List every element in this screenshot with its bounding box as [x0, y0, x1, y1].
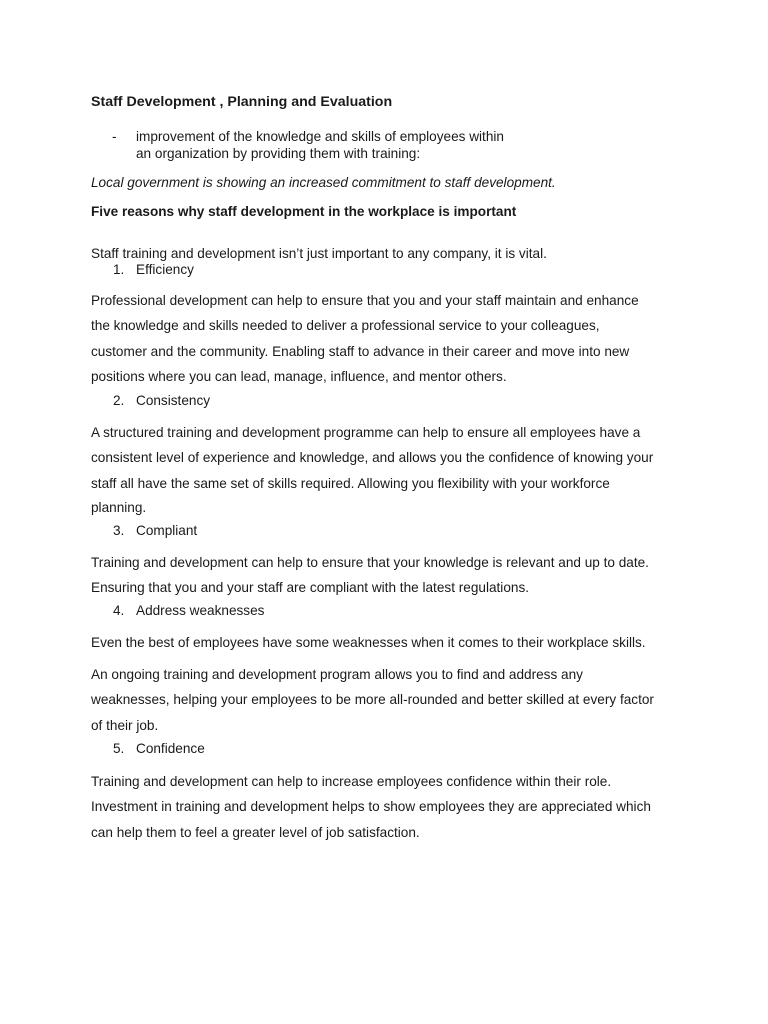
subheading: Five reasons why staff development in the workplace is important: [91, 204, 517, 219]
paragraph-line: Ensuring that you and your staff are compliant with the latest regulations.: [91, 580, 530, 596]
paragraph-line: positions where you can lead, manage, influence, and mentor others.: [91, 368, 507, 384]
reason-1-label: Efficiency: [136, 262, 194, 277]
paragraph-line: consistent level of experience and knowledge, and allows you the confidence of knowing your: [91, 450, 654, 466]
paragraph-line: staff all have the same set of skills required. Allowing you flexibility with your workforce: [91, 475, 610, 491]
paragraph-line: Investment in training and development helps to show employees they are appreciated which: [91, 799, 651, 815]
bullet-marker: -: [112, 129, 117, 144]
paragraph-line: An ongoing training and development program allows you to find and address any: [91, 667, 583, 682]
reason-5-number: 5.: [113, 741, 125, 756]
paragraph-line: customer and the community. Enabling staff to advance in their career and move into new: [91, 343, 630, 359]
paragraph-line: Training and development can help to ensure that your knowledge is relevant and up to date.: [91, 555, 649, 570]
reason-1-number: 1.: [113, 262, 125, 277]
reason-3-paragraph: [91, 550, 649, 601]
italic-note: Local government is showing an increased commitment to staff development.: [91, 175, 556, 190]
paragraph-line: can help them to feel a greater level of job satisfaction.: [91, 824, 420, 840]
bullet-line-2: an organization by providing them with training:: [136, 146, 421, 161]
reason-3-label: Compliant: [136, 523, 198, 538]
reason-1-paragraph: [91, 288, 639, 389]
reason-4-paragraph-2: [91, 662, 654, 738]
reason-5-label: Confidence: [136, 741, 205, 756]
paragraph-line: weaknesses, helping your employees to be more all-rounded and better skilled at every factor: [91, 692, 654, 708]
document-title: Staff Development , Planning and Evaluation: [91, 94, 393, 110]
intro-paragraph: Staff training and development isn’t just important to any company, it is vital.: [91, 246, 547, 261]
reason-4-number: 4.: [113, 603, 125, 618]
bullet-line-1: improvement of the knowledge and skills of employees within: [136, 129, 504, 144]
paragraph-line: A structured training and development programme can help to ensure all employees have a: [91, 425, 641, 440]
paragraph-line: planning.: [91, 499, 147, 515]
reason-5-paragraph: [91, 769, 651, 845]
reason-3-number: 3.: [113, 523, 125, 538]
reason-4-paragraph-1: Even the best of employees have some weaknesses when it comes to their workplace skills.: [91, 635, 646, 650]
reason-2-label: Consistency: [136, 393, 211, 408]
paragraph-line: Professional development can help to ensure that you and your staff maintain and enhance: [91, 293, 639, 308]
paragraph-line: Training and development can help to increase employees confidence within their role.: [91, 774, 612, 789]
reason-4-label: Address weaknesses: [136, 603, 265, 618]
paragraph-line: of their job.: [91, 717, 159, 733]
reason-2-paragraph: [91, 420, 653, 520]
reason-2-number: 2.: [113, 393, 125, 408]
paragraph-line: the knowledge and skills needed to deliver a professional service to your colleagues,: [91, 318, 600, 334]
